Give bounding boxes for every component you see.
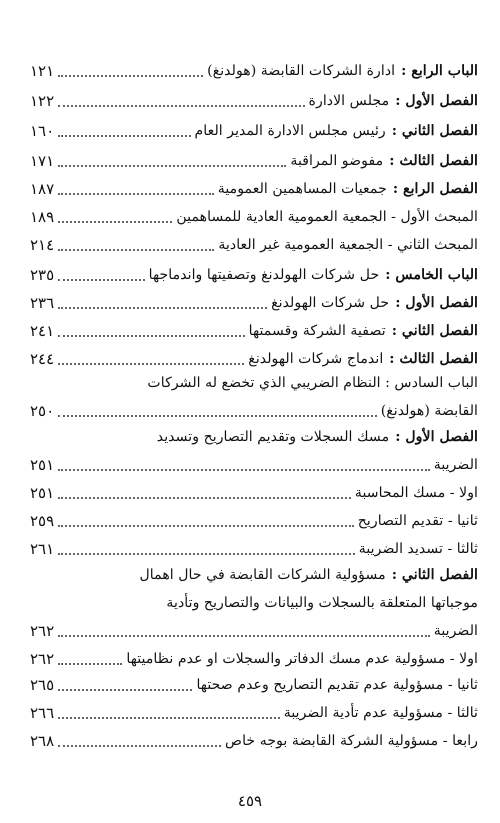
toc-entry <box>30 646 478 672</box>
toc-entry <box>30 700 478 726</box>
dot-leader <box>58 401 377 417</box>
toc-entry <box>30 58 478 84</box>
toc-entry-page: ٢٥١ <box>30 456 55 474</box>
toc-entry-label: الفصل الأول : <box>395 429 478 445</box>
toc-entry <box>30 204 478 230</box>
toc-entry-page: ٢٥٠ <box>30 402 55 420</box>
toc-entry <box>30 318 478 344</box>
dot-leader <box>58 349 244 365</box>
toc-entry <box>30 398 478 424</box>
toc-entry-label: الباب الرابع : <box>401 63 478 79</box>
dot-leader <box>58 321 244 337</box>
toc-entry-label: الفصل الثالث : <box>389 351 478 367</box>
toc-entry-title: ثانيا - مسؤولية عدم تقديم التصاريح وعدم صحتها <box>196 677 478 693</box>
toc-entry <box>30 118 478 144</box>
toc-entry <box>30 370 478 396</box>
toc-entry <box>30 672 478 698</box>
toc-entry <box>30 536 478 562</box>
toc-entry-title: مسؤولية الشركات القابضة في حال اهمال <box>139 567 386 583</box>
toc-entry-title: مجلس الادارة <box>308 93 390 109</box>
toc-entry-title: موجباتها المتعلقة بالسجلات والبيانات والتصاريح وتأدية <box>166 595 478 611</box>
toc-entry-page: ٢٦٢ <box>30 622 55 640</box>
toc-entry <box>30 480 478 506</box>
toc-entry-title: رابعا - مسؤولية الشركة القابضة بوجه خاص <box>224 733 478 749</box>
dot-leader <box>58 207 172 223</box>
toc-entry-label: الفصل الأول : <box>395 93 478 109</box>
toc-entry-label: الفصل الثاني : <box>391 123 478 139</box>
toc-entry-label: الباب الخامس : <box>385 267 478 283</box>
toc-entry <box>30 290 478 316</box>
dot-leader <box>58 455 430 471</box>
dot-leader <box>58 731 221 747</box>
toc-entry-title: المبحث الثاني - الجمعية العمومية غير العادية <box>218 237 478 253</box>
dot-leader <box>58 675 192 691</box>
toc-entry <box>30 728 478 754</box>
toc-entry-page: ٢٦٢ <box>30 650 55 668</box>
toc-entry <box>30 88 478 114</box>
toc-entry <box>30 618 478 644</box>
toc-entry-page: ٢٣٦ <box>30 294 55 312</box>
page-number: ٤٥٩ <box>237 792 263 810</box>
dot-leader <box>58 179 214 195</box>
toc-entry-page: ٢٦١ <box>30 540 55 558</box>
dot-leader <box>58 621 430 637</box>
toc-entry-page: ١٦٠ <box>30 122 55 140</box>
toc-entry <box>30 562 478 588</box>
toc-entry <box>30 452 478 478</box>
toc-entry-title: تصفية الشركة وقسمتها <box>248 323 386 339</box>
dot-leader <box>58 649 122 665</box>
toc-entry-page: ١٧١ <box>30 152 55 170</box>
toc-entry-page: ٢٤١ <box>30 322 55 340</box>
toc-entry <box>30 148 478 174</box>
dot-leader <box>58 539 355 555</box>
toc-entry-label: الفصل الثالث : <box>389 153 478 169</box>
dot-leader <box>58 121 190 137</box>
toc-entry-page: ١٢٢ <box>30 92 55 110</box>
toc-entry-title: اولا - مسك المحاسبة <box>354 485 478 501</box>
toc-entry-title: الباب السادس : النظام الضريبي الذي تخضع له الشركات <box>147 375 478 391</box>
toc-entry-title: اولا - مسؤولية عدم مسك الدفاتر والسجلات او عدم نظاميتها <box>126 651 478 667</box>
toc-entry-title: جمعيات المساهمين العمومية <box>217 181 387 197</box>
toc-entry-page: ٢٥٩ <box>30 512 55 530</box>
toc-entry-title: رئيس مجلس الادارة المدير العام <box>194 123 386 139</box>
toc-entry <box>30 176 478 202</box>
toc-entry-page: ٢٣٥ <box>30 266 55 284</box>
dot-leader <box>58 265 144 281</box>
toc-entry <box>30 424 478 450</box>
dot-leader <box>58 151 286 167</box>
dot-leader <box>58 293 267 309</box>
toc-entry-page: ١٨٩ <box>30 208 55 226</box>
toc-entry <box>30 346 478 372</box>
toc-entry-title: اندماج شركات الهولدنغ <box>248 351 384 367</box>
toc-entry-title: ثالثا - مسؤولية عدم تأدية الضريبة <box>283 705 478 721</box>
toc-entry-page: ٢٤٤ <box>30 350 55 368</box>
toc-entry-page: ١٨٧ <box>30 180 55 198</box>
toc-entry-page: ١٢١ <box>30 62 55 80</box>
toc-entry-title: المبحث الأول - الجمعية العمومية العادية للمساهمين <box>176 209 478 225</box>
dot-leader <box>58 483 351 499</box>
toc-entry-title: الضريبة <box>433 457 478 473</box>
toc-entry-page: ٢١٤ <box>30 236 55 254</box>
toc-entry <box>30 262 478 288</box>
toc-entry-title: ثالثا - تسديد الضريبة <box>358 541 478 557</box>
toc-entry-title: مفوضو المراقبة <box>290 153 384 169</box>
toc-entry-title: مسك السجلات وتقديم التصاريح وتسديد <box>156 429 390 445</box>
toc-entry-title: حل شركات الهولدنغ وتصفيتها واندماجها <box>148 267 380 283</box>
toc-entry-title: الضريبة <box>433 623 478 639</box>
toc-entry-title: ثانيا - تقديم التصاريح <box>357 513 478 529</box>
dot-leader <box>58 235 214 251</box>
toc-entry-label: الفصل الثاني : <box>391 323 478 339</box>
toc-entry-title: حل شركات الهولدنغ <box>271 295 390 311</box>
toc-entry <box>30 590 478 616</box>
toc-entry-title: القابضة (هولدنغ) <box>380 403 478 419</box>
toc-entry-label: الفصل الثاني : <box>391 567 478 583</box>
toc-entry-label: الفصل الرابع : <box>392 181 478 197</box>
toc-entry-label: الفصل الأول : <box>395 295 478 311</box>
toc-entry-page: ٢٦٦ <box>30 704 55 722</box>
toc-entry-title: ادارة الشركات القابضة (هولدنغ) <box>207 63 396 79</box>
dot-leader <box>58 511 354 527</box>
toc-entry-page: ٢٦٥ <box>30 676 55 694</box>
toc-entry-page: ٢٦٨ <box>30 732 55 750</box>
dot-leader <box>58 61 203 77</box>
toc-entry-page: ٢٥١ <box>30 484 55 502</box>
dot-leader <box>58 91 304 107</box>
toc-entry <box>30 508 478 534</box>
dot-leader <box>58 703 280 719</box>
toc-entry <box>30 232 478 258</box>
